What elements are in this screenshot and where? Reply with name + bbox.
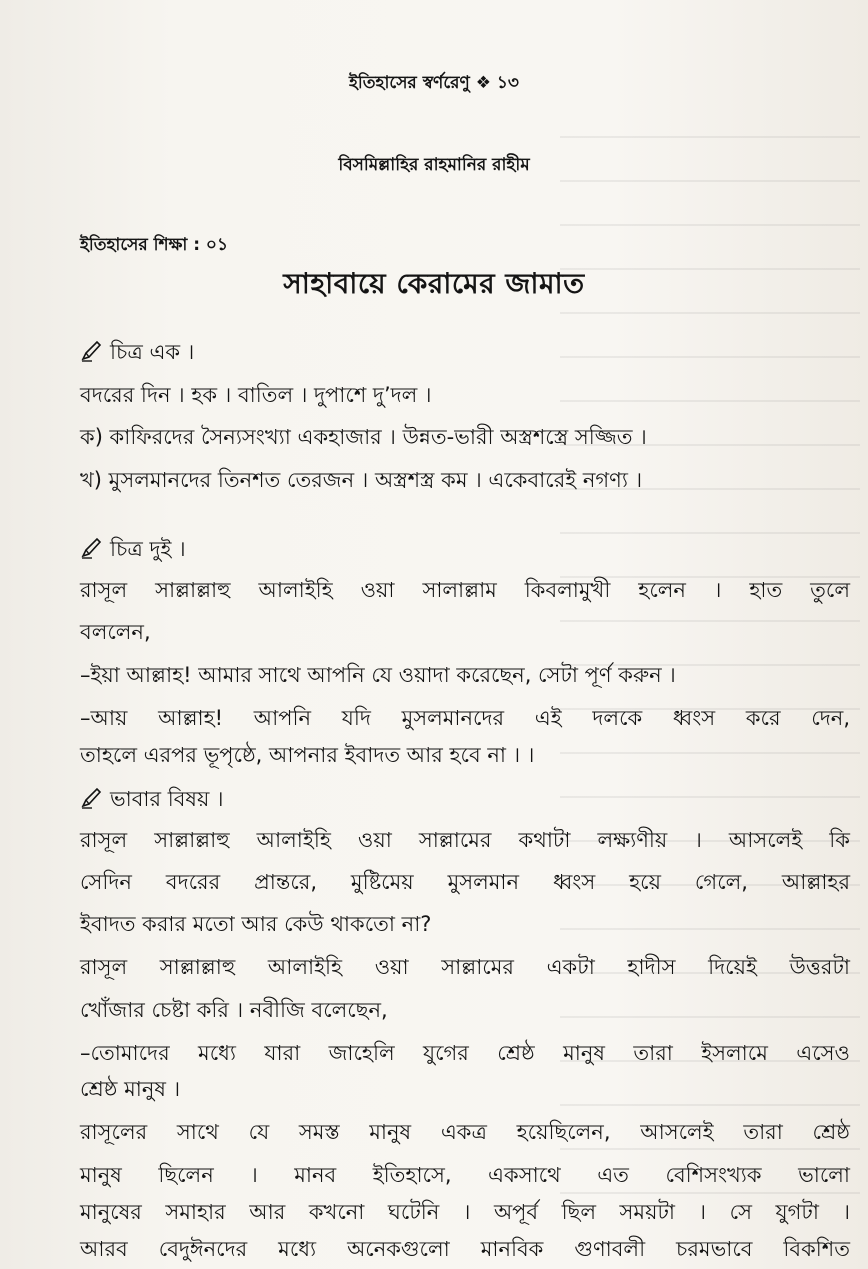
lesson-number: ইতিহাসের শিক্ষা : ০১ bbox=[80, 235, 228, 255]
text-line: শ্রেষ্ঠ মানুষ । bbox=[80, 1077, 181, 1101]
pen-icon bbox=[80, 787, 104, 809]
section-heading-2-text: চিত্র দুই । bbox=[110, 537, 186, 561]
text-line: মানুষ ছিলেন । মানব ইতিহাসে, একসাথে এত বেশিসংখ্যক ভালো bbox=[80, 1163, 850, 1187]
section-heading-2 bbox=[80, 537, 850, 562]
text-line: মানুষের সমাহার আর কখনো ঘটেনি । অপূর্ব ছিল সময়টা । সে যুগটা । bbox=[80, 1200, 850, 1224]
text-line: রাসূল সাল্লাল্লাহু আলাইহি ওয়া সালাল্লাম কিবলামুখী হলেন । হাত তুলে bbox=[80, 578, 850, 602]
bismillah-line: বিসমিল্লাহির রাহমানির রাহীম bbox=[338, 155, 530, 175]
text-line: তাহলে এরপর ভূপৃষ্ঠে, আপনার ইবাদত আর হবে না । । bbox=[80, 743, 535, 767]
text-line: রাসূলের সাথে যে সমস্ত মানুষ একত্র হয়েছিলেন, আসলেই তারা শ্রেষ্ঠ bbox=[80, 1120, 850, 1144]
text-line: বললেন, bbox=[80, 620, 151, 644]
running-header: ইতিহাসের স্বর্ণরেণু ❖ ১৩ bbox=[349, 73, 519, 93]
section-heading-3-text: ভাবার বিষয় । bbox=[110, 787, 224, 811]
text-line: খ) মুসলমানদের তিনশত তেরজন । অস্ত্রশস্ত্র কম । একেবারেই নগণ্য । bbox=[80, 468, 643, 492]
text-line: ক) কাফিরদের সৈন্যসংখ্যা একহাজার । উন্নত-ভারী অস্ত্রশস্ত্রে সজ্জিত । bbox=[80, 425, 647, 449]
text-line: আরব বেদুঈনদের মধ্যে অনেকগুলো মানবিক গুণাবলী চরমভাবে বিকশিত bbox=[80, 1237, 850, 1261]
pen-icon bbox=[80, 340, 104, 362]
section-heading-1 bbox=[80, 340, 850, 365]
text-line: সেদিন বদরের প্রান্তরে, মুষ্টিমেয় মুসলমান ধ্বংস হয়ে গেলে, আল্লাহর bbox=[80, 870, 850, 894]
text-line: –ইয়া আল্লাহ! আমার সাথে আপনি যে ওয়াদা করেছেন, সেটা পূর্ণ করুন । bbox=[80, 663, 676, 687]
pen-icon bbox=[80, 537, 104, 559]
section-heading-1-text: চিত্র এক । bbox=[110, 340, 195, 364]
text-line: রাসূল সাল্লাল্লাহু আলাইহি ওয়া সাল্লামের একটা হাদীস দিয়েই উত্তরটা bbox=[80, 955, 850, 979]
section-heading-3 bbox=[80, 787, 850, 812]
text-line: –তোমাদের মধ্যে যারা জাহেলি যুগের শ্রেষ্ঠ মানুষ তারা ইসলামে এসেও bbox=[80, 1041, 850, 1065]
text-line: ইবাদত করার মতো আর কেউ থাকতো না? bbox=[80, 912, 432, 936]
text-line: –আয় আল্লাহ! আপনি যদি মুসলমানদের এই দলকে ধ্বংস করে দেন, bbox=[80, 706, 851, 730]
chapter-title: সাহাবায়ে কেরামের জামাত bbox=[283, 267, 585, 300]
text-line: রাসূল সাল্লাল্লাহু আলাইহি ওয়া সাল্লামের কথাটা লক্ষ্যণীয় । আসলেই কি bbox=[80, 828, 850, 852]
text-line: খোঁজার চেষ্টা করি । নবীজি বলেছেন, bbox=[80, 998, 388, 1022]
text-line: বদরের দিন । হক । বাতিল । দুপাশে দু’দল । bbox=[80, 383, 432, 407]
